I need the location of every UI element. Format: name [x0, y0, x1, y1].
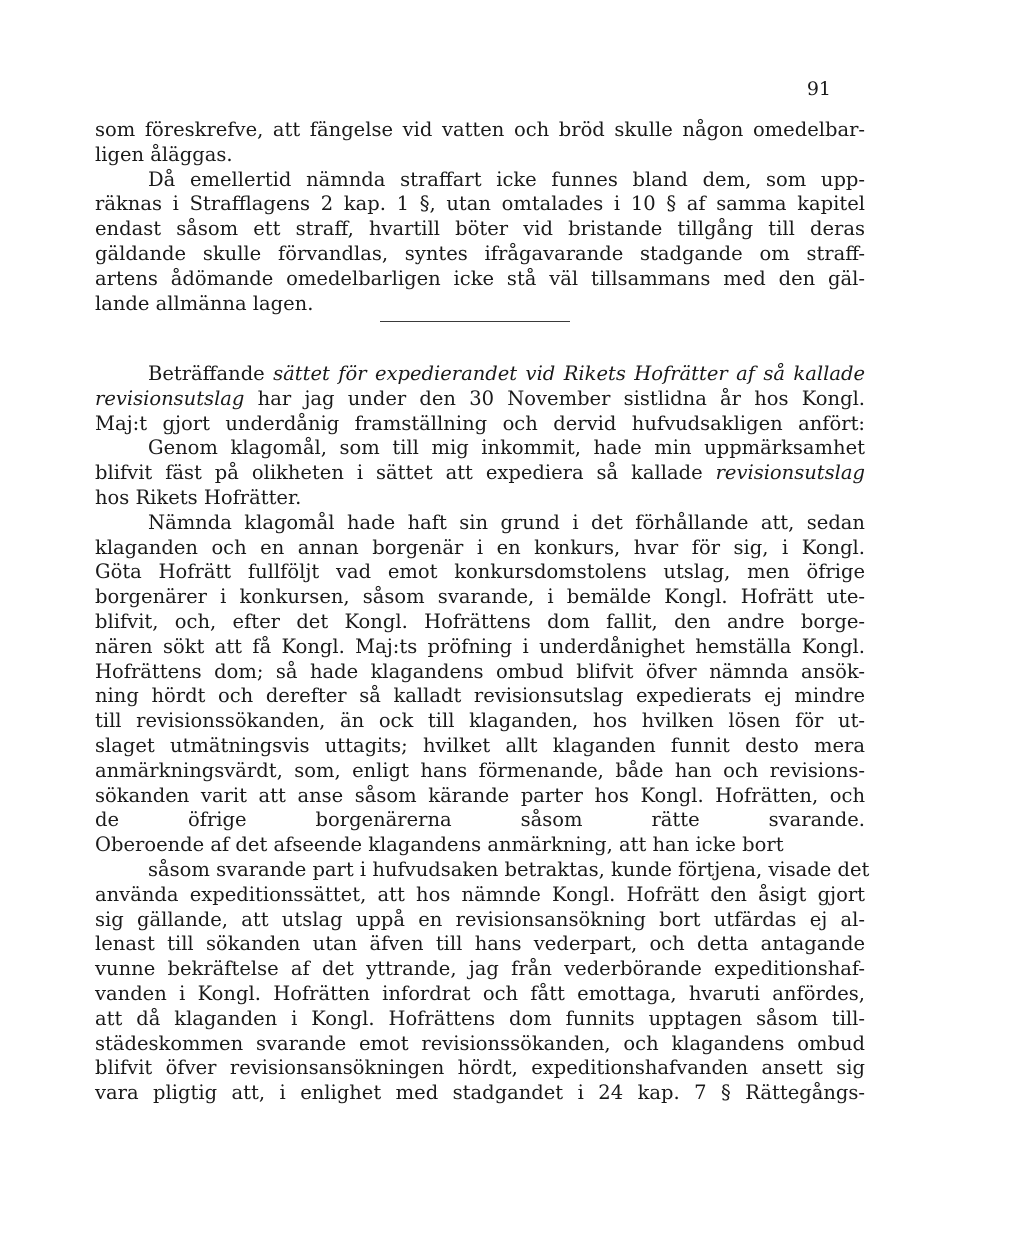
text-span: har jag under den 30 November sistlidna år hos Kongl. [244, 386, 865, 410]
text-line: ligen åläggas. [95, 142, 233, 166]
text-line: som föreskrefve, att fängelse vid vatten och bröd skulle någon omedelbar- [95, 118, 865, 141]
text-line: vanden i Kongl. Hofrätten infordrat och fått emottaga, hvaruti anfördes, [95, 981, 865, 1005]
text-line: hos Rikets Hofrätter. [95, 485, 302, 509]
heading-italic: sättet för expedierandet vid Rikets Hofrätter af så kallade [273, 362, 865, 385]
text-span: blifvit fäst på olikheten i sättet att expediera så kallade [95, 461, 716, 485]
heading-prefix: Beträffande [148, 362, 274, 385]
italic-term: revisionsutslag [715, 461, 865, 485]
text-line: till revisionssökanden, än ock till klaganden, hos hvilken lösen för ut- [95, 709, 865, 733]
page-number: 91 [806, 78, 831, 100]
text-line: anmärkningsvärdt, som, enligt hans förmenande, både han och revisions- [95, 758, 865, 782]
text-line: Göta Hofrätt fullföljt vad emot konkursdomstolens utslag, men öfrige [95, 560, 865, 584]
text-line: klaganden och en annan borgenär i en konkurs, hvar för sig, i Kongl. [95, 535, 865, 559]
text-line: Då emellertid nämnda straffart icke funnes bland dem, som upp- [148, 167, 865, 191]
text-line: Maj:t gjort underdånig framställning och dervid hufvudsakligen anfört: [95, 411, 865, 435]
text-line: artens ådömande omedelbarligen icke stå väl tillsammans med den gäl- [95, 266, 865, 290]
section-2-text [95, 362, 870, 1106]
section-1-text [95, 118, 865, 316]
text-line: de öfrige borgenärerna såsom rätte svarande. [95, 808, 865, 832]
text-line: räknas i Strafflagens 2 kap. 1 §, utan omtalades i 10 § af samma kapitel [95, 192, 865, 216]
text-line: lande allmänna lagen. [95, 291, 314, 315]
text-line: gäldande skulle förvandlas, syntes ifrågavarande stadgande om straff- [95, 241, 865, 265]
text-line: ning hördt och derefter så kalladt revisionsutslag expedierats ej mindre [95, 684, 865, 708]
text-line: lenast till sökanden utan äfven till hans vederpart, och detta antagande [95, 932, 865, 956]
italic-term: revisionsutslag [95, 386, 245, 410]
section-heading [95, 362, 865, 387]
text-line [95, 461, 865, 486]
text-line: vunne bekräftelse af det yttrande, jag från vederbörande expeditionshaf- [95, 957, 865, 981]
text-line: sig gällande, att utslag uppå en revisionsansökning bort utfärdas ej al- [95, 907, 865, 931]
text-line: slaget utmätningsvis uttagits; hvilket allt klaganden funnit desto mera [95, 733, 865, 757]
text-line: Nämnda klagomål hade haft sin grund i det förhållande att, sedan [148, 510, 865, 534]
text-line: Oberoende af det afseende klagandens anmärkning, att han icke bort [95, 833, 784, 857]
text-line: borgenärer i konkursen, såsom svarande, i bemälde Kongl. Hofrätt ute- [95, 585, 865, 609]
text-line [95, 387, 865, 412]
text-line: städeskommen svarande emot revisionssökanden, och klagandens ombud [95, 1031, 865, 1055]
text-line: blifvit, och, efter det Kongl. Hofrättens dom fallit, den andre borge- [95, 609, 865, 633]
text-line: nären sökt att få Kongl. Maj:ts pröfning i underdånighet hemställa Kongl. [95, 634, 865, 658]
text-line: att då klaganden i Kongl. Hofrättens dom funnits upptagen såsom till- [95, 1006, 865, 1030]
text-line: vara pligtig att, i enlighet med stadgandet i 24 kap. 7 § Rättegångs- [95, 1081, 865, 1105]
text-line: blifvit öfver revisionsansökningen hördt, expeditionshafvanden ansett sig [95, 1056, 865, 1080]
text-line: såsom svarande part i hufvudsaken betraktas, kunde förtjena, visade det [148, 857, 870, 881]
section-divider [380, 321, 570, 322]
text-line: sökanden varit att anse såsom kärande parter hos Kongl. Hofrätten, och [95, 783, 865, 807]
text-line: använda expeditionssättet, att hos nämnde Kongl. Hofrätt den åsigt gjort [95, 882, 865, 906]
text-line: endast såsom ett straff, hvartill böter vid bristande tillgång till deras [95, 217, 865, 241]
text-line: Hofrättens dom; så hade klagandens ombud blifvit öfver nämnda ansök- [95, 659, 865, 683]
text-line: Genom klagomål, som till mig inkommit, hade min uppmärksamhet [148, 436, 865, 460]
